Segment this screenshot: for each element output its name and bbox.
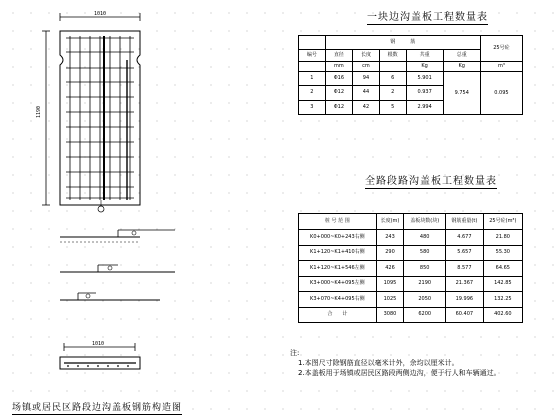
table-row [299, 230, 523, 246]
cell: 6200 [404, 307, 446, 323]
cell: K1+120~K1+410右侧 [299, 245, 377, 261]
table-row [299, 245, 523, 261]
cell: 290 [376, 245, 404, 261]
cell: 132.25 [483, 292, 522, 308]
cell: 2190 [404, 276, 446, 292]
notes-heading: 注: [290, 349, 300, 357]
table1-header-unit [299, 36, 326, 50]
cell: 1025 [376, 292, 404, 308]
cell: Φ12 [325, 100, 352, 114]
table1-unit-len: cm [353, 62, 380, 72]
table1-unit-dia: mm [325, 62, 352, 72]
cell: 55.30 [483, 245, 522, 261]
table1-header-concrete: 25号砼 [480, 36, 522, 62]
table-row [299, 276, 523, 292]
table2-header: 钢筋重量(t) [446, 214, 484, 230]
cell: 21.80 [483, 230, 522, 246]
cell: 合 计 [299, 307, 377, 323]
cell: 64.65 [483, 261, 522, 277]
cell: 8.577 [446, 261, 484, 277]
cell: 142.85 [483, 276, 522, 292]
drawing-title: 场镇或居民区路段边沟盖板钢筋构造图 [12, 403, 183, 413]
plan-height-label: 1190 [36, 105, 42, 118]
note-item: 1.本图尺寸除钢筋直径以毫米计外，余均以厘米计。 [298, 359, 459, 367]
table2-header: 桩 号 范 围 [299, 214, 377, 230]
section-width-label: 1010 [92, 341, 105, 347]
table2-header: 长度(m) [376, 214, 404, 230]
cell: 5 [379, 100, 406, 114]
table-row [299, 292, 523, 308]
table-row [299, 72, 523, 86]
table1-unit-no [299, 62, 326, 72]
table1-unit-count [379, 62, 406, 72]
cell: 4.677 [446, 230, 484, 246]
cell: 2 [379, 86, 406, 100]
table1-col-count: 根数 [379, 50, 406, 62]
cell: 480 [404, 230, 446, 246]
cell: 2050 [404, 292, 446, 308]
cell: 580 [404, 245, 446, 261]
table1-total-weight: 9.754 [443, 72, 480, 115]
cell: 21.367 [446, 276, 484, 292]
cell: K3+070~K4+095右侧 [299, 292, 377, 308]
cell: 1095 [376, 276, 404, 292]
cell: 5.901 [406, 72, 443, 86]
cell: 402.60 [483, 307, 522, 323]
notes-block [290, 348, 552, 378]
cell: 2.994 [406, 100, 443, 114]
cell: 6 [379, 72, 406, 86]
cell: 1 [299, 72, 326, 86]
table1-col-no: 编号 [299, 50, 326, 62]
cell: 19.996 [446, 292, 484, 308]
cell: 0.937 [406, 86, 443, 100]
cell: 94 [353, 72, 380, 86]
cell: 3 [299, 100, 326, 114]
table1-col-weight: 共重 [406, 50, 443, 62]
cell: 5.657 [446, 245, 484, 261]
rebar-quantity-table [298, 35, 523, 115]
table1-header-steel: 钢 筋 [325, 36, 480, 50]
table2-header: 25号砼(m³) [483, 214, 522, 230]
cell: 60.407 [446, 307, 484, 323]
cell: 2 [299, 86, 326, 100]
table-total-row [299, 307, 523, 323]
cell: K1+120~K1+546左侧 [299, 261, 377, 277]
cell: K0+000~K0+243右侧 [299, 230, 377, 246]
cell: 850 [404, 261, 446, 277]
note-item: 2.本盖板用于场镇或居民区路段两侧边沟，便于行人和车辆通过。 [298, 369, 501, 377]
cell: K3+000~K4+095左侧 [299, 276, 377, 292]
table-row [299, 261, 523, 277]
cell: Φ16 [325, 72, 352, 86]
table1-unit-concrete: m³ [480, 62, 522, 72]
full-route-quantity-table [298, 213, 523, 323]
table1-col-total: 总重 [443, 50, 480, 62]
table1-title: 一块边沟盖板工程数量表 [367, 12, 488, 23]
cell: 42 [353, 100, 380, 114]
table1-col-dia: 直径 [325, 50, 352, 62]
plan-width-label: 1010 [94, 11, 107, 17]
table2-header: 盖板块数(块) [404, 214, 446, 230]
cell: 3080 [376, 307, 404, 323]
table1-concrete-volume: 0.095 [480, 72, 522, 115]
table1-col-len: 长度 [353, 50, 380, 62]
table2-title: 全路段路沟盖板工程数量表 [365, 176, 497, 187]
table1-unit-total: Kg [443, 62, 480, 72]
cell: 243 [376, 230, 404, 246]
cell: 426 [376, 261, 404, 277]
cell: 44 [353, 86, 380, 100]
cell: Φ12 [325, 86, 352, 100]
table1-unit-weight: Kg [406, 62, 443, 72]
